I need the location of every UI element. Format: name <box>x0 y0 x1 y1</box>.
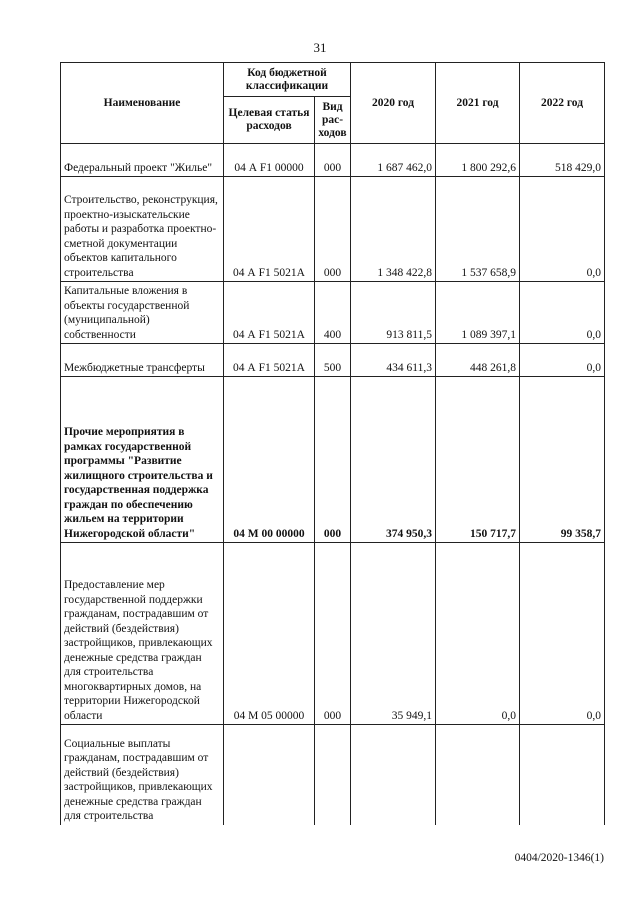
row-2020: 374 950,3 <box>351 377 436 543</box>
row-2020: 35 949,1 <box>351 543 436 725</box>
row-2021: 448 261,8 <box>436 344 520 377</box>
row-name: Социальные выплаты гражданам, пострадавшим от действий (бездействия) застройщиков, привлекающих денежные средства граждан для строительства <box>61 725 224 825</box>
table-header <box>61 63 605 144</box>
row-2021: 1 089 397,1 <box>436 282 520 344</box>
row-2022: 0,0 <box>520 543 605 725</box>
row-2022: 0,0 <box>520 344 605 377</box>
row-kind <box>315 725 351 825</box>
row-name: Межбюджетные трансферты <box>61 344 224 377</box>
row-name: Прочие мероприятия в рамках государственной программы "Развитие жилищного строительства и государственная поддержка граждан по обеспечению жильем на территории Нижегородской области" <box>61 377 224 543</box>
row-kind: 400 <box>315 282 351 344</box>
row-code: 04 А F1 5021A <box>224 282 315 344</box>
table-row <box>61 543 605 725</box>
header-2021: 2021 год <box>436 63 520 144</box>
budget-table <box>60 62 605 825</box>
row-2022: 518 429,0 <box>520 144 605 177</box>
row-2021 <box>436 725 520 825</box>
header-expense-kind: Вид рас-ходов <box>315 97 351 144</box>
row-2021: 1 800 292,6 <box>436 144 520 177</box>
table-row <box>61 725 605 825</box>
table-row <box>61 144 605 177</box>
row-2020: 1 348 422,8 <box>351 177 436 282</box>
header-code-group: Код бюджетной классификации <box>224 63 351 97</box>
header-target-article: Целевая статья расходов <box>224 97 315 144</box>
row-2020: 434 611,3 <box>351 344 436 377</box>
row-2021: 150 717,7 <box>436 377 520 543</box>
document-code: 0404/2020-1346(1) <box>514 852 604 864</box>
table-row <box>61 377 605 543</box>
row-name: Капитальные вложения в объекты государственной (муниципальной) собственности <box>61 282 224 344</box>
row-2020: 913 811,5 <box>351 282 436 344</box>
header-2020: 2020 год <box>351 63 436 144</box>
row-name: Предоставление мер государственной поддержки гражданам, пострадавшим от действий (бездействия) застройщиков, привлекающих денежные средства граждан для строительства многоквартирных домов, на территории Нижегородской области <box>61 543 224 725</box>
row-code <box>224 725 315 825</box>
row-code: 04 М 00 00000 <box>224 377 315 543</box>
row-2021: 1 537 658,9 <box>436 177 520 282</box>
row-code: 04 А F1 5021A <box>224 177 315 282</box>
row-kind: 000 <box>315 543 351 725</box>
row-2020: 1 687 462,0 <box>351 144 436 177</box>
table-row <box>61 344 605 377</box>
row-2022: 0,0 <box>520 177 605 282</box>
row-kind: 000 <box>315 177 351 282</box>
page-number: 31 <box>313 40 327 55</box>
row-code: 04 М 05 00000 <box>224 543 315 725</box>
row-2022: 0,0 <box>520 282 605 344</box>
row-name: Федеральный проект "Жилье" <box>61 144 224 177</box>
row-2022 <box>520 725 605 825</box>
row-2021: 0,0 <box>436 543 520 725</box>
row-2020 <box>351 725 436 825</box>
row-code: 04 А F1 5021A <box>224 344 315 377</box>
header-name: Наименование <box>61 63 224 144</box>
header-2022: 2022 год <box>520 63 605 144</box>
row-name: Строительство, реконструкция, проектно-изыскательские работы и разработка проектно-сметной документации объектов капитального строительства <box>61 177 224 282</box>
row-kind: 000 <box>315 377 351 543</box>
table-row <box>61 177 605 282</box>
row-2022: 99 358,7 <box>520 377 605 543</box>
table-row <box>61 282 605 344</box>
row-code: 04 А F1 00000 <box>224 144 315 177</box>
row-kind: 000 <box>315 144 351 177</box>
row-kind: 500 <box>315 344 351 377</box>
